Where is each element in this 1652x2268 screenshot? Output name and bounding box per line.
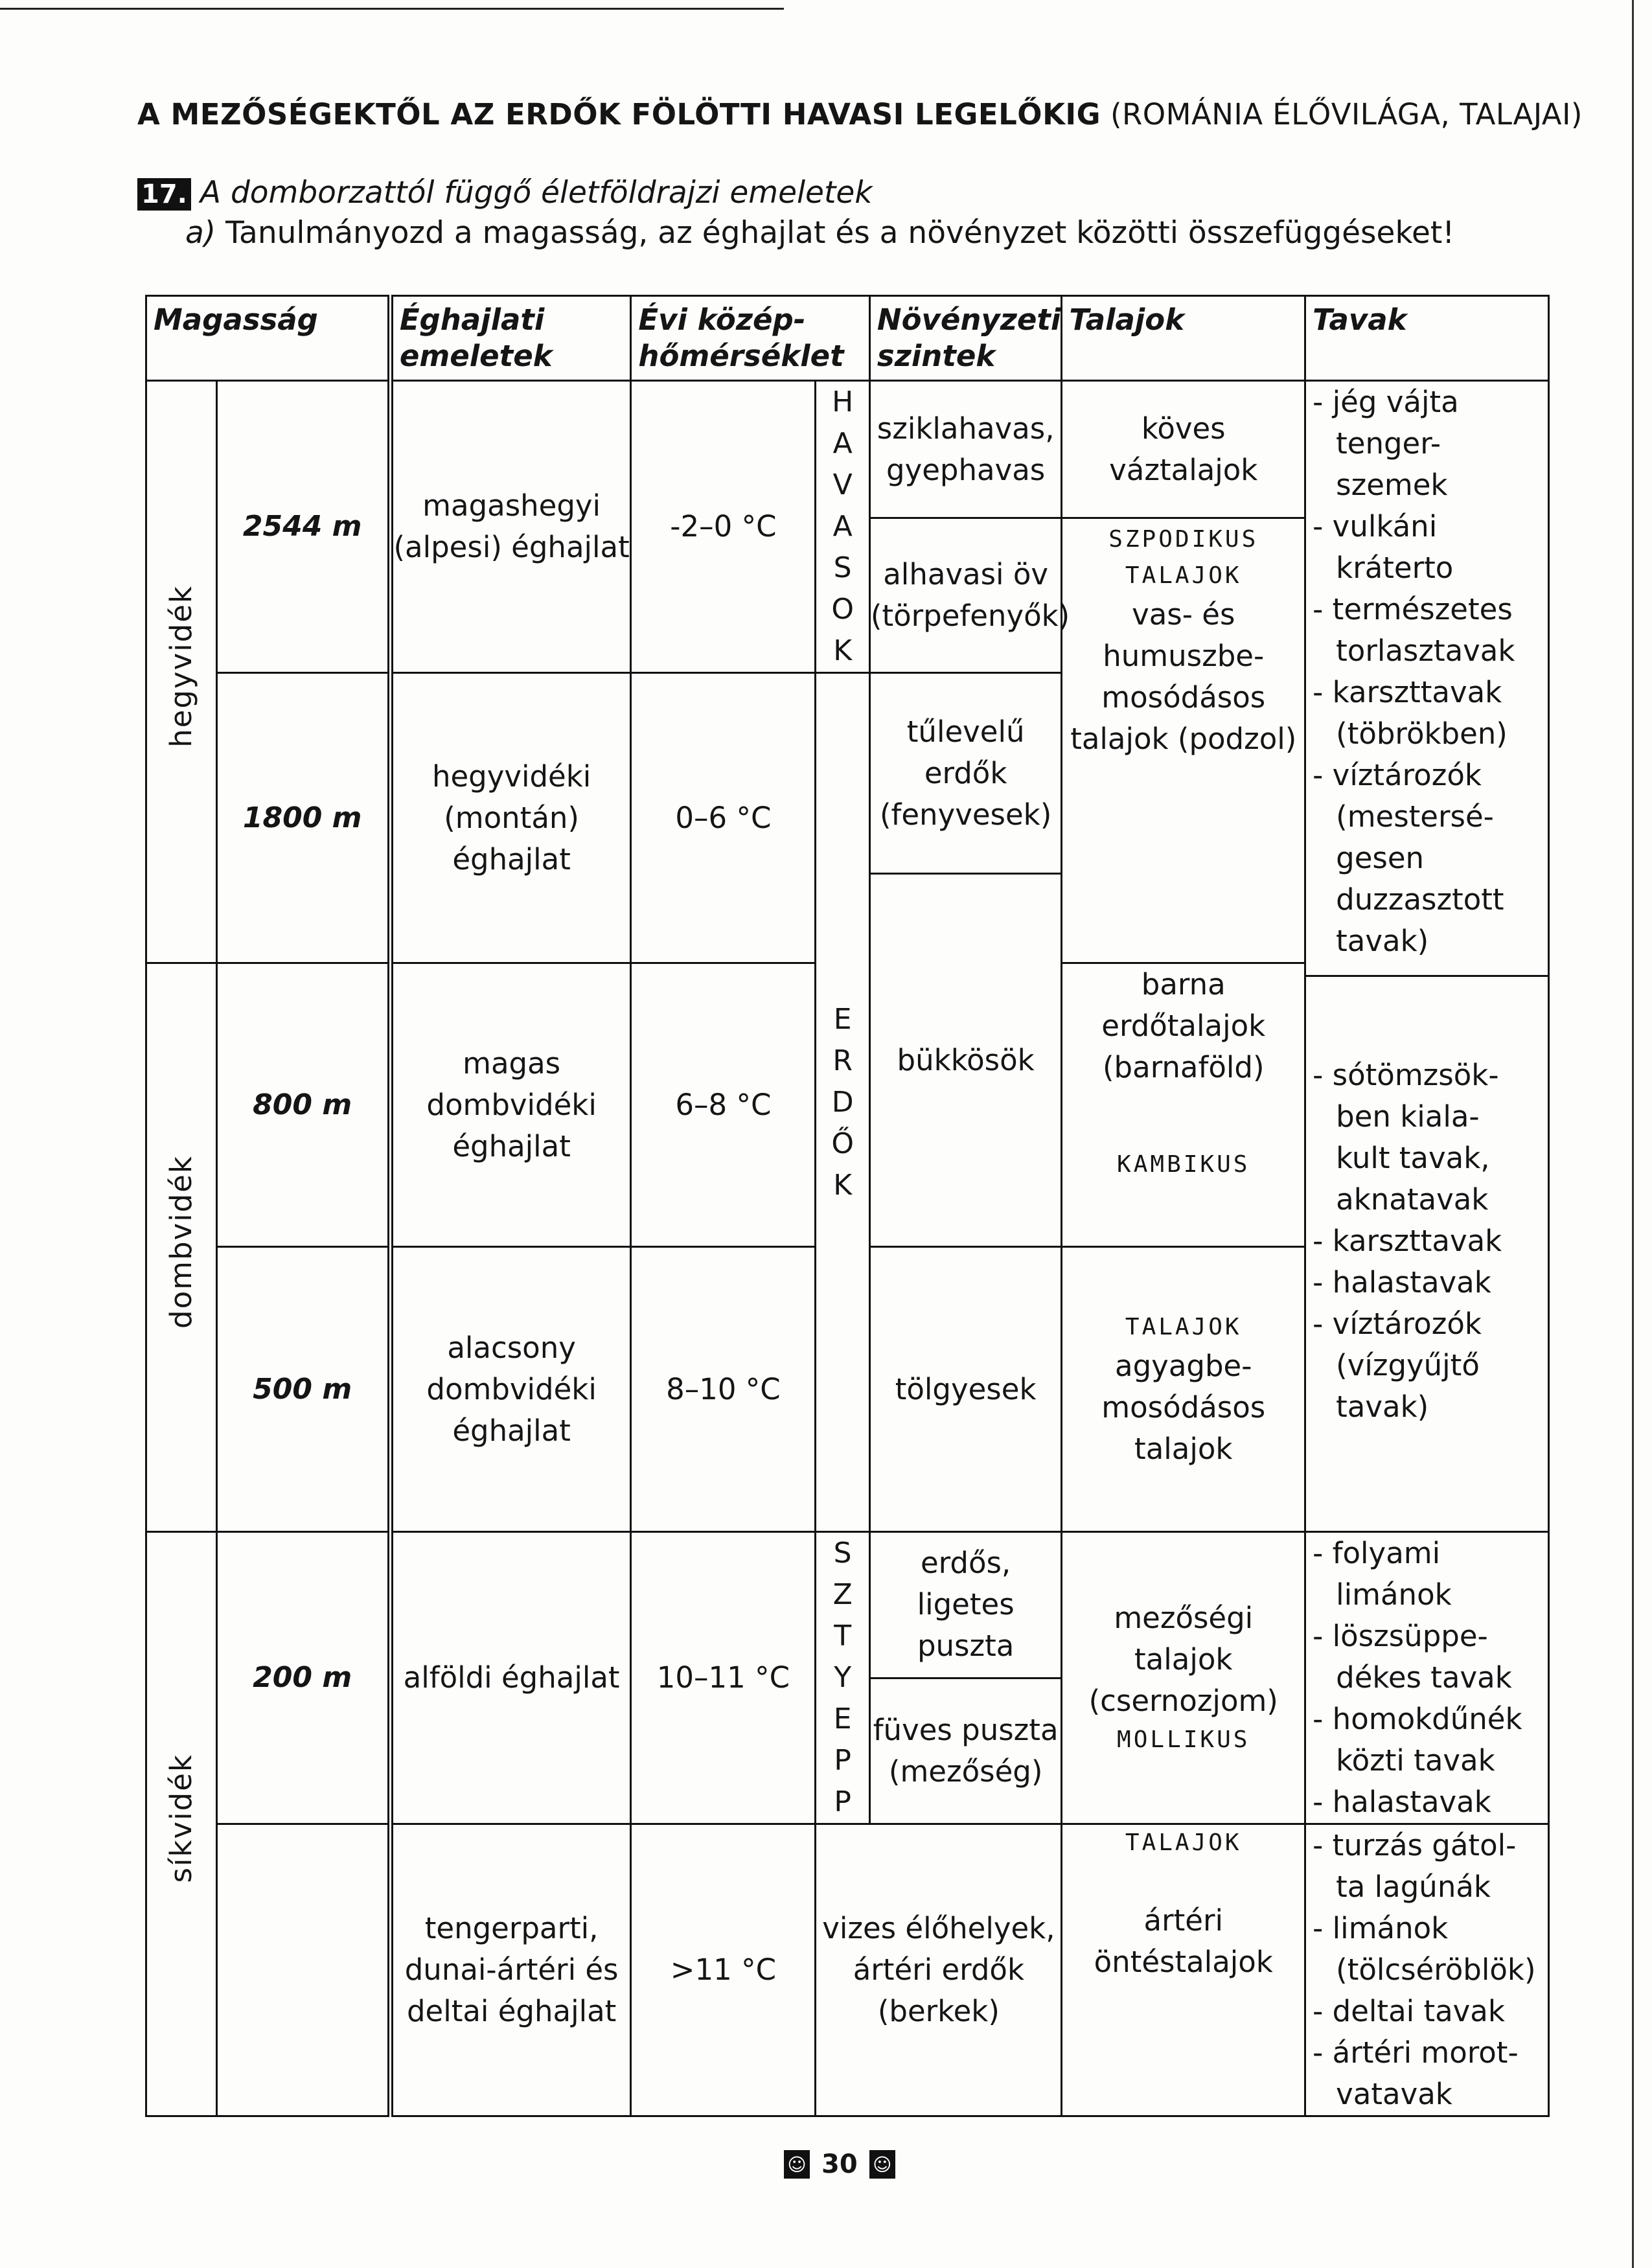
temp-montan: 0–6 °C (631, 673, 816, 963)
zone-sztyepp: S Z T Y E P P (816, 1532, 870, 1824)
altitude-empty (216, 1824, 390, 2116)
life-zones-table (145, 295, 1550, 2117)
title-bold: A MEZŐSÉGEKTŐL AZ ERDŐK FÖLÖTTI HAVASI LEGELŐKIG (137, 97, 1101, 132)
vegetation-erdos-puszta: erdős, ligetes puszta (869, 1532, 1061, 1678)
page-number: 30 (821, 2149, 858, 2179)
vegetation-tolgyesek: tölgyesek (869, 1247, 1061, 1532)
page-footer (784, 2149, 895, 2179)
vegetation-sziklahavas: sziklahavas, gyephavas (869, 381, 1061, 518)
lakes-plain: - folyami limánok - löszsüppe- dékes tavak - homokdűnék közti tavak - halastavak (1305, 1532, 1549, 1824)
temp-tengerparti: >11 °C (631, 1824, 816, 2116)
soil-arteri: TALAJOK ártéri öntéstalajok (1062, 1824, 1305, 2116)
vegetation-bukkosok: bükkösök (869, 874, 1061, 1247)
region-hegyvidek (146, 381, 217, 963)
vegetation-alhavasi: alhavasi öv (törpefenyők) (869, 518, 1061, 673)
handwritten-kambikus: KAMBIKUS (1117, 1151, 1250, 1178)
zone-erdok: E R D Ő K (816, 673, 870, 1532)
vegetation-fuves-puszta: füves puszta (mezőség) (869, 1678, 1061, 1824)
temp-alpine: -2–0 °C (631, 381, 816, 673)
soil-barna: barna erdőtalajok (barnaföld) KAMBIKUS (1062, 963, 1305, 1247)
footer-right-icon: ☺ (869, 2150, 895, 2179)
task-part-text: Tanulmányozd a magasság, az éghajlat és a növényzet közötti összefüggéseket! (225, 215, 1455, 251)
region-sikvidek: síkvidék (146, 1532, 217, 2116)
handwritten-szpodikus: SZPODIKUS (1108, 526, 1259, 553)
lakes-hill: - sótömzsök- ben kiala- kult tavak, aknatavak - karszttavak - halastavak - víztározók (vízgyűjtő tavak) (1305, 976, 1549, 1532)
header-homerseklet: Évi közép- hőmérséklet (631, 296, 869, 381)
climate-tengerparti: tengerparti, dunai-ártéri és deltai éghajlat (390, 1824, 631, 2116)
header-novenyzeti: Növényzeti szintek (869, 296, 1061, 381)
handwritten-talajok-2: TALAJOK (1125, 1313, 1242, 1340)
task-subtitle: A domborzattól függő életföldrajzi emeletek (200, 175, 873, 211)
soil-podzol: SZPODIKUS TALAJOK vas- és humuszbe- mosódásos talajok (podzol) (1062, 518, 1305, 963)
temp-alacsony-domb: 8–10 °C (631, 1247, 816, 1532)
soil-mezosegi: mezőségi talajok (csernozjom) MOLLIKUS (1062, 1532, 1305, 1824)
altitude-2544: 2544 m (216, 381, 390, 673)
footer-left-icon: ☺ (784, 2150, 810, 2179)
title-normal: (ROMÁNIA ÉLŐVILÁGA, TALAJAI) (1110, 97, 1583, 132)
temp-magas-domb: 6–8 °C (631, 963, 816, 1247)
climate-alpine: magashegyi (alpesi) éghajlat (390, 381, 631, 673)
task-heading (137, 175, 873, 211)
climate-montan: hegyvidéki (montán) éghajlat (390, 673, 631, 963)
header-tavak: Tavak (1305, 296, 1549, 381)
altitude-1800: 1800 m (216, 673, 390, 963)
page-title (137, 97, 1583, 132)
handwritten-mollikus: MOLLIKUS (1117, 1726, 1250, 1753)
lakes-mountain: - jég vájta tenger- szemek - vulkáni kráterto - természetes torlasztavak - karszttavak (töbrökben) - víztározók (mestersé- gesen duzzasztott tavak) (1305, 381, 1549, 976)
lakes-coastal: - turzás gátol- ta lagúnák - limánok (tölcséröblök) - deltai tavak - ártéri morot- vatavak (1305, 1824, 1549, 2116)
altitude-800: 800 m (216, 963, 390, 1247)
vegetation-tulevelu: tűlevelű erdők (fenyvesek) (869, 673, 1061, 874)
header-magassag: Magasság (146, 296, 391, 381)
soil-koves: köves váztalajok (1062, 381, 1305, 518)
zone-havasok: H A V A S O K (816, 381, 870, 673)
task-instruction (185, 215, 1454, 251)
top-border-line (0, 8, 784, 10)
handwritten-talajok-3: TALAJOK (1125, 1829, 1242, 1856)
climate-alfoldi: alföldi éghajlat (390, 1532, 631, 1824)
altitude-200: 200 m (216, 1532, 390, 1824)
header-talajok: Talajok (1062, 296, 1305, 381)
altitude-500: 500 m (216, 1247, 390, 1532)
task-part-label: a) (185, 215, 216, 251)
region-dombvidek: dombvidék (146, 963, 217, 1532)
climate-alacsony-domb: alacsony dombvidéki éghajlat (390, 1247, 631, 1532)
region-label: hegyvidék (163, 585, 198, 748)
right-border-line (1632, 0, 1634, 2268)
vegetation-vizes: vizes élőhelyek, ártéri erdők (berkek) (816, 1824, 1062, 2116)
temp-alfoldi: 10–11 °C (631, 1532, 816, 1824)
handwritten-talajok-1: TALAJOK (1125, 562, 1242, 589)
header-eghajlati: Éghajlati emeletek (390, 296, 631, 381)
soil-agyag: TALAJOK agyagbe- mosódásos talajok (1062, 1247, 1305, 1532)
task-number: 17. (137, 178, 191, 211)
climate-magas-domb: magas dombvidéki éghajlat (390, 963, 631, 1247)
